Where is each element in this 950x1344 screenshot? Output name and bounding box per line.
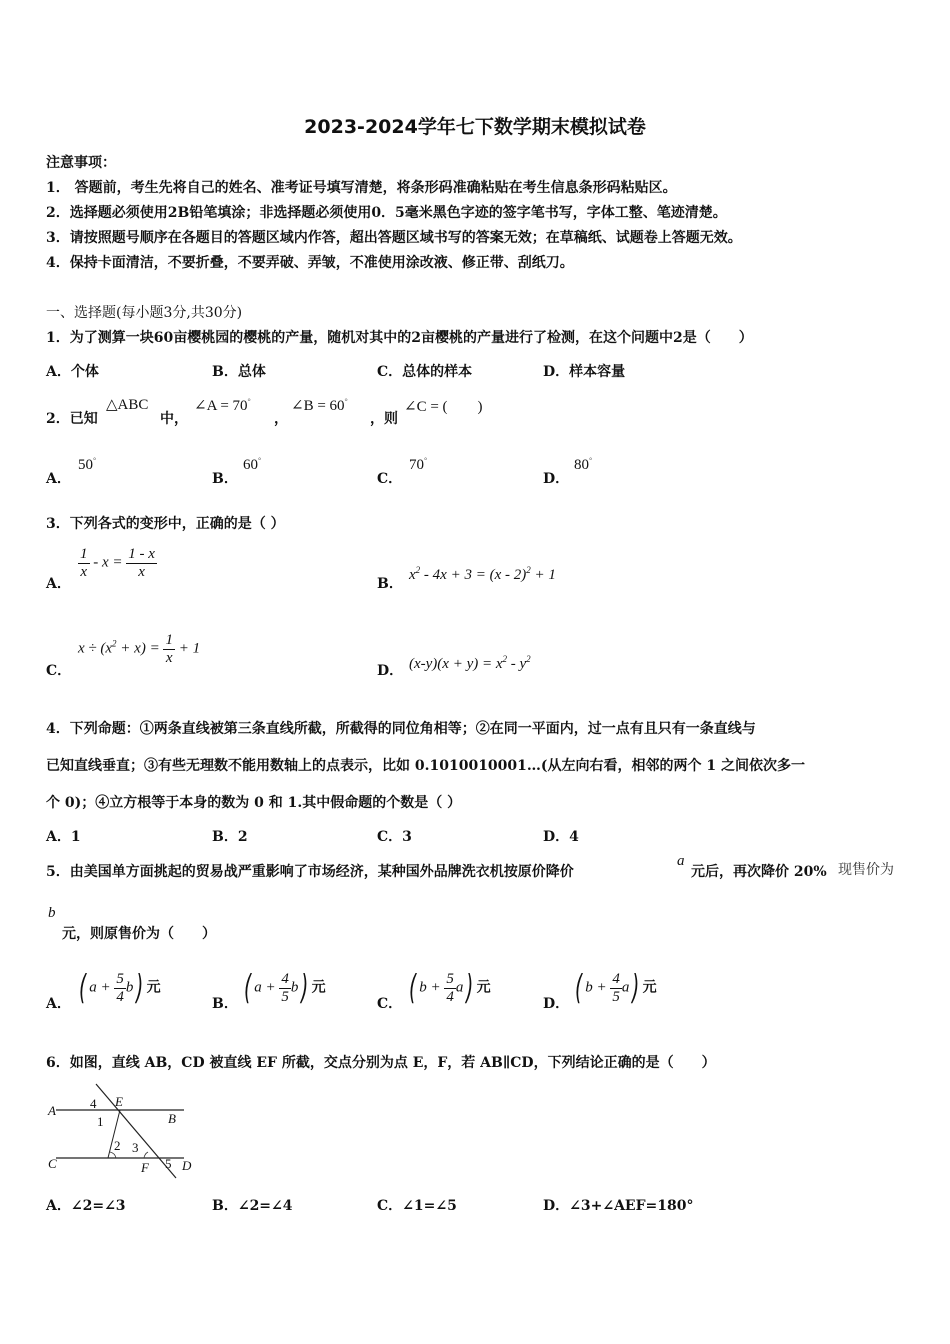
label-angle-3: 3 xyxy=(132,1140,139,1155)
q4-option-d: D．4 xyxy=(543,829,579,845)
q3-expr-a: $\frac{1}{x}$ - x = $\frac{1 - x}{x}$ xyxy=(80,546,155,580)
q6-option-b: B．∠2=∠4 xyxy=(212,1198,293,1214)
q4-option-a: A．1 xyxy=(46,829,81,845)
label-angle-4: 4 xyxy=(90,1096,97,1111)
q5-expr-b: ( a + $\frac{4}{5}$ b) 元 xyxy=(243,968,326,1008)
q1-option-b: B．总体 xyxy=(212,364,266,380)
q1-option-c: C．总体的样本 xyxy=(377,364,473,380)
q3-label-c: C． xyxy=(46,663,72,679)
notice-item-4: 4．保持卡面清洁，不要折叠，不要弄破、弄皱，不准使用涂改液、修正带、刮纸刀。 xyxy=(46,255,574,271)
q4-line-3: 个 0)；④立方根等于本身的数为 0 和 1.其中假命题的个数是（ ） xyxy=(46,795,462,811)
q2-value-a: 50° xyxy=(78,456,97,473)
q3-expr-d: $(x-y)(x + y) = x^2 - y^2$ xyxy=(409,654,531,672)
q3-stem: 3．下列各式的变形中，正确的是（ ） xyxy=(46,516,285,532)
q4-option-c: C．3 xyxy=(377,829,412,845)
q6-figure xyxy=(44,1080,204,1180)
q6-stem: 6．如图，直线 AB，CD 被直线 EF 所截，交点分别为点 E，F，若 AB∥CD，下列结论正确的是（ ） xyxy=(46,1055,716,1071)
q2-angle-a: ∠A = 70° xyxy=(194,397,251,414)
notice-heading: 注意事项： xyxy=(46,155,116,171)
q5-label-a: A． xyxy=(46,996,71,1012)
q1-stem: 1．为了测算一块60亩樱桃园的樱桃的产量，随机对其中的2亩樱桃的产量进行了检测，在这个问题中2是（ ） xyxy=(46,330,753,346)
notice-item-3: 3．请按照题号顺序在各题目的答题区域内作答，超出答题区域书写的答案无效；在草稿纸、试题卷上答题无效。 xyxy=(46,230,742,246)
q3-label-d: D． xyxy=(377,663,404,679)
q5-expr-a: ( a + $\frac{5}{4}$ b) 元 xyxy=(78,968,161,1008)
q4-line-2: 已知直线垂直；③有些无理数不能用数轴上的点表示，比如 0.1010010001…(从左向右看，相邻的两个 1 之间依次多一 xyxy=(46,758,806,774)
q1-option-a: A．个体 xyxy=(46,364,99,380)
q2-angle-c: ∠C = ( ) xyxy=(404,399,483,415)
q4-line-1: 4．下列命题：①两条直线被第三条直线所截，所截得的同位角相等；②在同一平面内，过一点有且只有一条直线与 xyxy=(46,721,756,737)
q1-option-d: D．样本容量 xyxy=(543,364,626,380)
q3-label-a: A． xyxy=(46,576,71,592)
q5-stem-1: 5．由美国单方面挑起的贸易战严重影响了市场经济，某种国外品牌洗衣机按原价降价 xyxy=(46,864,574,880)
notice-item-1: 1． 答题前，考生先将自己的姓名、准考证号填写清楚，将条形码准确粘贴在考生信息条形码粘贴区。 xyxy=(46,180,677,196)
page-title: 2023-2024学年七下数学期末模拟试卷 xyxy=(304,116,646,138)
label-c: C xyxy=(48,1156,57,1171)
q2-stem-mid3: ，则 xyxy=(370,411,398,427)
label-f: F xyxy=(141,1160,149,1175)
q2-value-d: 80° xyxy=(574,456,593,473)
q5-var-b: b xyxy=(48,905,56,921)
q5-expr-c: ( b + $\frac{5}{4}$ a) 元 xyxy=(408,968,491,1008)
q2-stem-start: 2．已知 xyxy=(46,411,98,427)
notice-item-2: 2．选择题必须使用2B铅笔填涂；非选择题必须使用0．5毫米黑色字迹的签字笔书写，字体工整、笔迹清楚。 xyxy=(46,205,727,221)
section-heading: 一、选择题(每小题3分,共30分) xyxy=(46,305,243,321)
q2-stem-mid2: ， xyxy=(274,411,288,427)
q6-option-a: A．∠2=∠3 xyxy=(46,1198,126,1214)
q5-stem-3: 现售价为 xyxy=(838,862,894,878)
q2-label-b: B． xyxy=(212,471,238,487)
q2-stem-mid1: 中， xyxy=(160,411,188,427)
label-angle-2: 2 xyxy=(114,1138,121,1153)
q2-value-c: 70° xyxy=(409,456,428,473)
label-d: D xyxy=(182,1158,192,1173)
q3-label-b: B． xyxy=(377,576,403,592)
q2-angle-b: ∠B = 60° xyxy=(291,397,348,414)
label-b: B xyxy=(168,1111,176,1126)
q6-option-d: D．∠3+∠AEF=180° xyxy=(543,1198,694,1214)
angle-3-arc xyxy=(144,1152,148,1158)
label-a: A xyxy=(48,1103,56,1118)
q3-expr-b: $x^2 - 4x + 3 = (x - 2)^2 + 1$ xyxy=(409,565,556,583)
q2-triangle: △ABC xyxy=(106,397,149,413)
q5-label-c: C． xyxy=(377,996,403,1012)
q2-value-b: 60° xyxy=(243,456,262,473)
q5-var-a: a xyxy=(677,853,685,869)
q5-stem-2: 元后，再次降价 20% xyxy=(691,864,827,880)
q3-expr-c: $x \div (x^2 + x)$ = $\frac{1}{x}$ + 1 xyxy=(78,632,201,666)
q5-stem-4: 元，则原售价为（ ） xyxy=(62,926,216,942)
label-angle-1: 1 xyxy=(97,1114,104,1129)
line-ef xyxy=(96,1084,176,1178)
label-angle-5: 5 xyxy=(165,1156,172,1171)
q6-option-c: C．∠1=∠5 xyxy=(377,1198,457,1214)
q2-label-a: A． xyxy=(46,471,71,487)
q5-label-d: D． xyxy=(543,996,570,1012)
q2-label-d: D． xyxy=(543,471,570,487)
q2-label-c: C． xyxy=(377,471,403,487)
label-e: E xyxy=(115,1094,123,1109)
q5-expr-d: ( b + $\frac{4}{5}$ a) 元 xyxy=(574,968,657,1008)
q4-option-b: B．2 xyxy=(212,829,248,845)
q5-label-b: B． xyxy=(212,996,238,1012)
